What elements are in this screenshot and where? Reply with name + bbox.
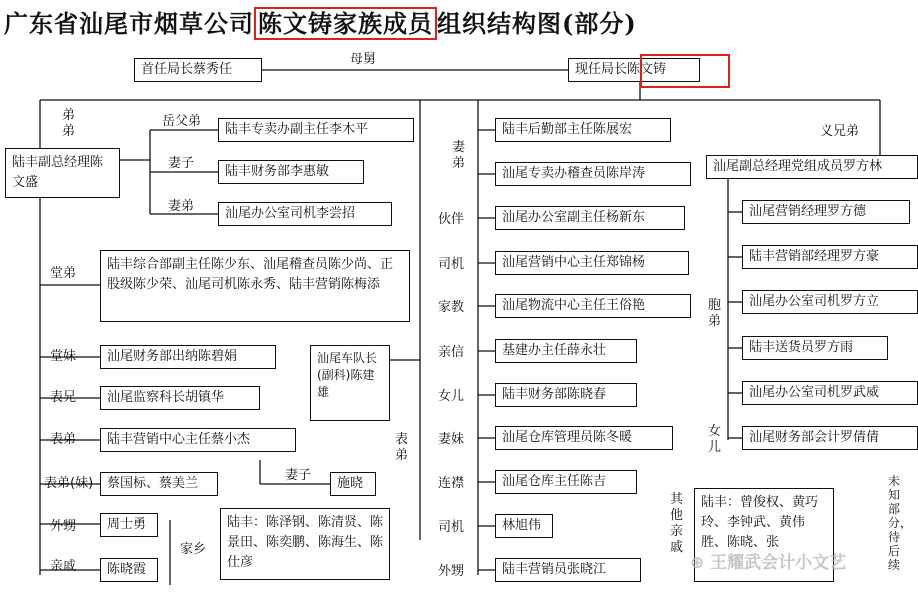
in-law-box-0: 陆丰专卖办副主任李木平: [218, 118, 414, 142]
mid-relation-5: 亲信: [438, 345, 465, 360]
in-law-box-2: 汕尾办公室司机李尝招: [218, 202, 392, 226]
relation-label-0: 岳父弟: [162, 114, 202, 129]
sworn-brother-box: 汕尾副总经理党组成员罗方林: [706, 155, 918, 179]
mid-relation-8: 连襟: [438, 476, 465, 491]
mid-box-9: 林旭伟: [495, 514, 553, 538]
current-director-box: 现任局长陈文铸: [568, 58, 700, 82]
highlight-frame: [640, 54, 730, 88]
relation-label-cousin-1: 堂妹: [50, 349, 77, 364]
relation-label-cousin-0: 堂弟: [50, 266, 77, 281]
mid-relation-2: 伙伴: [438, 212, 465, 227]
mid-box-10: 陆丰营销员张晓江: [495, 558, 641, 582]
mid-relation-3: 司机: [438, 257, 465, 272]
hometown-box: 陆丰：陈泽钢、陈清贤、陈景田、陈奕鹏、陈海生、陈仕彦: [220, 508, 390, 580]
mid-relation-7: 妻妹: [438, 432, 465, 447]
relation-label-2: 妻弟: [168, 199, 195, 214]
relation-label-full-brother: 胞弟: [708, 298, 722, 329]
mid-box-1: 汕尾专卖办稽查员陈岸涛: [495, 162, 691, 186]
mid-relation-9: 司机: [438, 520, 465, 535]
cousin-box-1: 汕尾财务部出纳陈碧娟: [100, 345, 276, 369]
relation-label-1: 妻子: [168, 156, 195, 171]
mid-box-2: 汕尾办公室副主任杨新东: [495, 206, 685, 230]
unknown-note: 未知部分，待后续: [888, 474, 913, 572]
relation-label-biao-di: 表弟: [395, 432, 409, 463]
in-law-box-1: 陆丰财务部李惠敏: [218, 160, 364, 184]
cousin-box-3: 陆丰营销中心主任蔡小杰: [100, 428, 296, 452]
mid-box-7: 汕尾仓库管理员陈冬暖: [495, 426, 673, 450]
cousin-box-6: 陈晓霞: [100, 558, 158, 582]
other-relatives-box: 陆丰：曾俊权、黄巧玲、李钟武、黄伟胜、陈晓、张: [694, 488, 834, 582]
page-title: 广东省汕尾市烟草公司 陈文铸家族成员 组织结构图(部分): [4, 9, 637, 38]
mid-box-8: 汕尾仓库主任陈吉: [495, 470, 637, 494]
relation-label-wife: 妻子: [285, 468, 312, 483]
right-box-3: 陆丰送货员罗方雨: [742, 336, 888, 360]
cousin-box-0: 陆丰综合部副主任陈少东、汕尾稽查员陈少尚、正股级陈少荣、汕尾司机陈永秀、陆丰营销陈梅添: [100, 250, 410, 322]
watermark: ⊕ 王耀武会计小文艺: [690, 553, 847, 573]
relation-label-cousin-2: 表兄: [50, 390, 77, 405]
right-box-1: 陆丰营销部经理罗方豪: [742, 245, 918, 269]
brother-box: 陆丰副总经理陈文盛: [5, 148, 120, 198]
relation-label-brother: 弟弟: [62, 108, 76, 139]
relation-label-maternal-uncle: 母舅: [350, 52, 377, 67]
relation-label-hometown: 家乡: [180, 542, 207, 557]
right-box-0: 汕尾营销经理罗方德: [742, 200, 910, 224]
right-box-5: 汕尾财务部会计罗倩倩: [742, 426, 918, 450]
wife-box: 施晓: [330, 472, 376, 496]
relation-label-cousin-3: 表弟: [50, 432, 77, 447]
mid-box-5: 基建办主任薛永壮: [495, 339, 637, 363]
mid-box-4: 汕尾物流中心主任王俗艳: [495, 294, 691, 318]
mid-relation-10: 外甥: [438, 564, 465, 579]
right-box-2: 汕尾办公室司机罗方立: [742, 290, 918, 314]
relation-label-other-relatives: 其他亲戚: [670, 492, 684, 555]
mid-relation-6: 女儿: [438, 389, 465, 404]
right-box-4: 汕尾办公室司机罗武威: [742, 381, 918, 405]
cousin-box-4: 蔡国标、蔡美兰: [100, 472, 218, 496]
mid-relation-0: 妻弟: [452, 140, 466, 171]
cousin-box-2: 汕尾监察科长胡镇华: [100, 386, 260, 410]
cousin-box-5: 周士勇: [100, 513, 158, 537]
relation-label-sworn-brother: 义兄弟: [820, 124, 860, 139]
title-highlight: 陈文铸家族成员: [254, 7, 437, 40]
mid-box-0: 陆丰后勤部主任陈展宏: [495, 118, 671, 142]
relation-label-cousin-5: 外甥: [50, 519, 77, 534]
relation-label-daughter: 女儿: [708, 424, 722, 455]
mid-relation-4: 家教: [438, 300, 465, 315]
relation-label-cousin-6: 亲戚: [50, 559, 77, 574]
team-leader-box: 汕尾车队长(副科)陈建雄: [310, 345, 390, 421]
mid-box-3: 汕尾营销中心主任郑锦杨: [495, 251, 689, 275]
prev-director-box: 首任局长蔡秀任: [134, 58, 262, 82]
relation-label-cousin-4: 表弟(妹): [44, 476, 94, 491]
mid-box-6: 陆丰财务部陈晓春: [495, 383, 637, 407]
